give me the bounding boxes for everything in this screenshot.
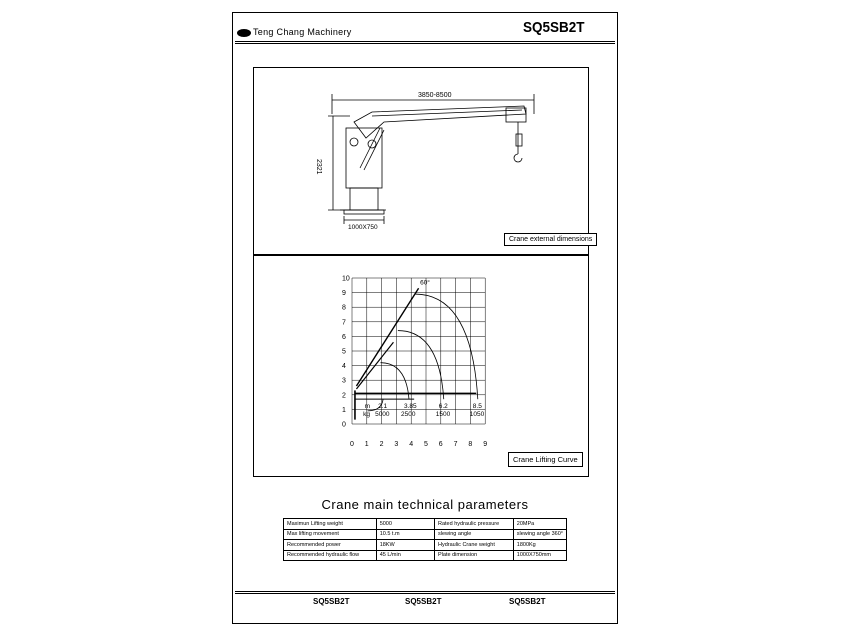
- footer-model-2: SQ5SB2T: [405, 597, 442, 606]
- model-number: SQ5SB2T: [523, 19, 585, 36]
- param-value: 45 L/min: [376, 550, 434, 561]
- param-label: slewing angle: [435, 529, 514, 540]
- unit-m-label: m: [364, 402, 371, 410]
- x-tick-label: 1: [364, 441, 369, 448]
- drawing-sheet: [232, 12, 618, 624]
- x-tick-label: 7: [453, 441, 458, 448]
- unit-kg-label: kg: [363, 410, 370, 418]
- load-point-distance: 3.85: [403, 402, 417, 410]
- x-tick-label: 9: [483, 441, 488, 448]
- param-value: 10.5 t.m: [376, 529, 434, 540]
- lifting-arc: [398, 331, 444, 400]
- reach-label: 3850-8500: [418, 92, 452, 99]
- footer-divider-2: [235, 593, 615, 594]
- y-tick-label: 3: [342, 377, 346, 385]
- params-row: [284, 550, 567, 561]
- param-label: Plate dimension: [435, 550, 514, 561]
- param-value: 1000X750mm: [513, 550, 566, 561]
- param-label: Recommended hydraulic flow: [284, 550, 377, 561]
- load-point-weight: 5000: [375, 410, 390, 418]
- load-point-weight: 1500: [435, 410, 451, 418]
- y-tick-label: 10: [342, 275, 350, 283]
- param-value: slewing angle 360°: [513, 529, 566, 540]
- title-block: [233, 13, 617, 43]
- load-point-weight: 2500: [400, 410, 416, 418]
- footer-model-3: SQ5SB2T: [509, 597, 546, 606]
- x-tick-label: 2: [379, 441, 384, 448]
- param-value: 5000: [376, 519, 434, 530]
- lifting-arc: [415, 294, 478, 399]
- y-tick-label: 0: [342, 421, 346, 429]
- param-label: Rated hydraulic pressure: [435, 519, 514, 530]
- param-label: Recommended power: [284, 540, 377, 551]
- y-tick-label: 2: [342, 392, 346, 400]
- y-tick-label: 8: [342, 304, 346, 312]
- lifting-curve-chart: [254, 256, 588, 476]
- base-label: 1000X750: [348, 224, 378, 231]
- x-tick-label: 4: [409, 441, 414, 448]
- params-row: [284, 540, 567, 551]
- param-label: Hydraulic Crane weight: [435, 540, 514, 551]
- x-tick-label: 8: [468, 441, 473, 448]
- footer-divider: [235, 591, 615, 592]
- load-point-weight: 1050: [469, 410, 485, 418]
- y-tick-label: 7: [342, 319, 346, 327]
- company-logo-icon: [237, 29, 251, 37]
- header-divider: [235, 41, 615, 42]
- load-point-distance: 2.1: [378, 402, 388, 410]
- height-label: 2321: [315, 159, 322, 175]
- boom-angle-label: 60°: [420, 279, 430, 287]
- param-label: Maximun Lifting weight: [284, 519, 377, 530]
- boom-extended-line: [356, 288, 418, 386]
- params-table: [283, 518, 567, 561]
- params-title: Crane main technical parameters: [321, 497, 529, 512]
- footer-model-1: SQ5SB2T: [313, 597, 350, 606]
- crane-dimension-drawing: [254, 68, 588, 254]
- param-value: 18KW: [376, 540, 434, 551]
- params-row: [284, 529, 567, 540]
- company-name: Teng Chang Machinery: [253, 27, 352, 37]
- y-tick-label: 9: [342, 290, 346, 298]
- load-point-distance: 8.5: [472, 402, 482, 410]
- dimensions-panel: [253, 67, 593, 255]
- y-tick-label: 1: [342, 406, 346, 414]
- y-tick-label: 5: [342, 348, 346, 356]
- param-value: 1800Kg: [513, 540, 566, 551]
- y-tick-label: 4: [342, 363, 346, 371]
- load-point-distance: 6.2: [438, 402, 448, 410]
- x-tick-label: 3: [394, 441, 399, 448]
- params-row: [284, 519, 567, 530]
- x-tick-label: 5: [424, 441, 428, 448]
- param-label: Max lifting movement: [284, 529, 377, 540]
- lifting-curve-caption: Crane Lifting Curve: [508, 452, 583, 467]
- x-tick-label: 6: [438, 441, 443, 448]
- lifting-curve-panel: [253, 255, 589, 477]
- y-tick-label: 6: [342, 333, 346, 341]
- dimensions-caption: Crane external dimensions: [504, 233, 597, 246]
- param-value: 20MPa: [513, 519, 566, 530]
- x-tick-label: 0: [350, 441, 354, 448]
- header-divider-2: [235, 43, 615, 44]
